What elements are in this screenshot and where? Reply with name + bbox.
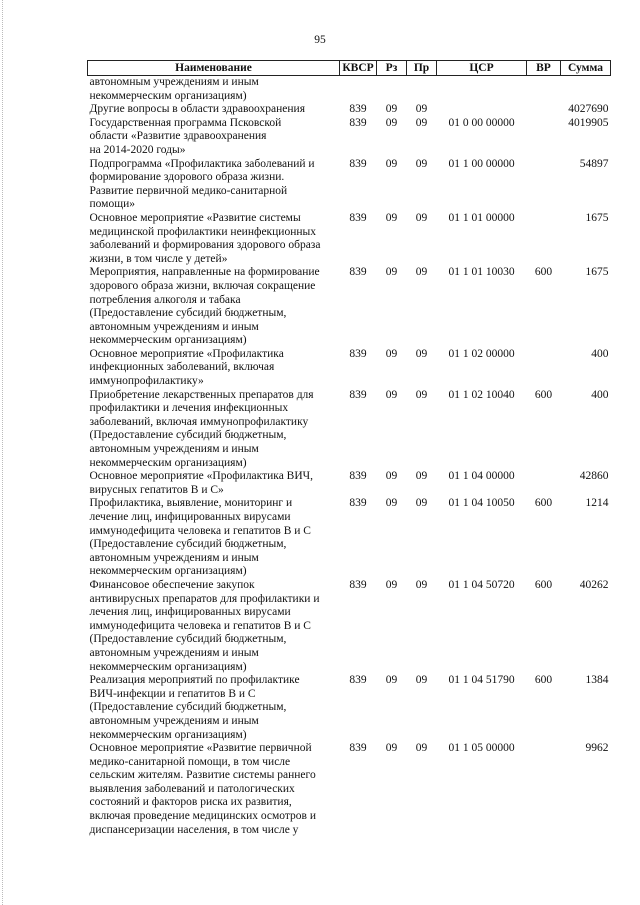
cell-name (88, 497, 340, 579)
cell-name (88, 117, 340, 158)
name-line: Основное мероприятие «Развитие системы (89, 211, 301, 224)
cell-sum: 4027690 (568, 103, 609, 116)
cell-pr: 09 (415, 116, 428, 129)
cell-name (88, 389, 340, 471)
cell-csr: 01 0 00 00000 (448, 116, 515, 129)
cell-sum: 54897 (579, 157, 609, 170)
header-pr: Пр (407, 61, 437, 76)
cell-rz: 09 (385, 470, 398, 483)
name-line: некоммерческим организациям) (89, 660, 247, 673)
cell-csr: 01 1 00 00000 (448, 157, 515, 170)
cell-csr: 01 1 04 00000 (448, 470, 515, 483)
name-line: выявления заболеваний и патологических (89, 782, 295, 795)
cell-kvsr: 839 (349, 388, 367, 401)
page-number: 95 (314, 34, 326, 46)
cell-name (88, 76, 340, 104)
name-line: автономным учреждениям и иным (89, 443, 259, 456)
name-line: диспансеризации населения, в том числе у (89, 823, 299, 836)
cell-name (88, 579, 340, 674)
cell-csr: 01 1 04 50720 (448, 578, 515, 591)
cell-rz: 09 (385, 497, 398, 510)
cell-pr: 09 (415, 497, 428, 510)
cell-sum: 1214 (585, 497, 609, 510)
cell-kvsr: 839 (349, 211, 367, 224)
cell-name (88, 158, 340, 212)
name-line: автономным учреждениям и иным (89, 320, 259, 333)
cell-csr (437, 76, 527, 104)
name-line: Основное мероприятие «Профилактика (89, 347, 284, 360)
name-line: Государственная программа Псковской (89, 116, 282, 129)
cell-sum: 42860 (579, 470, 609, 483)
header-name: Наименование (88, 61, 340, 76)
cell-csr: 01 1 02 00000 (448, 347, 515, 360)
cell-rz: 09 (385, 674, 398, 687)
cell-vr (527, 212, 561, 266)
name-line: Другие вопросы в области здравоохранения (89, 103, 305, 116)
name-line: лечение лиц, инфицированных вирусами (89, 511, 291, 523)
cell-kvsr: 839 (349, 742, 367, 755)
name-line: некоммерческим организациям) (89, 334, 247, 347)
table-row (88, 389, 611, 471)
header-kvsr: КВСР (340, 61, 377, 76)
name-line: формирование здорового образа жизни. (89, 171, 285, 184)
name-line: некоммерческим организациям) (89, 728, 247, 741)
cell-csr: 01 1 01 00000 (448, 211, 515, 224)
name-line: помощи» (89, 198, 135, 211)
name-line: некоммерческим организациям) (89, 565, 247, 578)
cell-vr (527, 348, 561, 389)
cell-sum: 9962 (585, 742, 609, 755)
cell-csr: 01 1 04 51790 (448, 674, 515, 687)
name-line: иммунодефицита человека и гепатитов В и С (89, 524, 311, 537)
cell-vr: 600 (534, 497, 553, 510)
cell-vr (527, 103, 561, 117)
cell-vr (527, 76, 561, 104)
cell-csr: 01 1 04 10050 (448, 497, 515, 510)
name-line: профилактики и лечения инфекционных (89, 402, 289, 415)
name-line: (Предоставление субсидий бюджетным, (89, 538, 287, 551)
cell-csr (437, 103, 527, 117)
cell-vr (527, 470, 561, 497)
name-line: включая проведение медицинских осмотров и (89, 810, 316, 823)
name-line: антивирусных препаратов для профилактики и (89, 592, 320, 605)
cell-kvsr: 839 (349, 674, 367, 687)
cell-vr: 600 (534, 578, 553, 591)
name-line: на 2014-2020 годы» (89, 143, 186, 156)
table-row (88, 158, 611, 212)
cell-rz: 09 (385, 347, 398, 360)
cell-vr: 600 (534, 674, 553, 687)
cell-sum: 1384 (585, 674, 609, 687)
table-row (88, 348, 611, 389)
name-line: состояний и факторов риска их развития, (89, 796, 292, 809)
cell-rz: 09 (385, 266, 398, 279)
name-line: Финансовое обеспечение закупок (89, 578, 255, 591)
cell-name (88, 674, 340, 742)
table-header-row (88, 61, 611, 76)
cell-csr: 01 1 01 10030 (448, 266, 515, 279)
cell-name (88, 742, 340, 837)
cell-kvsr: 839 (349, 266, 367, 279)
name-line: инфекционных заболеваний, включая (89, 361, 275, 374)
cell-kvsr: 839 (349, 470, 367, 483)
cell-pr: 09 (415, 266, 428, 279)
name-line: Развитие первичной медико-санитарной (89, 184, 288, 197)
name-line: некоммерческим организациям) (89, 456, 247, 469)
cell-sum: 400 (591, 347, 609, 360)
name-line: некоммерческим организациям) (89, 89, 247, 102)
table-row (88, 212, 611, 266)
cell-kvsr: 839 (349, 157, 367, 170)
cell-sum: 4019905 (568, 116, 609, 129)
cell-sum: 1675 (585, 266, 609, 279)
name-line: медицинской профилактики неинфекционных (89, 225, 316, 238)
header-sum: Сумма (561, 61, 611, 76)
cell-sum: 400 (591, 388, 609, 401)
header-rz: Рз (377, 61, 407, 76)
table-row (88, 497, 611, 579)
name-line: Профилактика, выявление, мониторинг и (89, 497, 293, 510)
cell-kvsr: 839 (349, 497, 367, 510)
name-line: области «Развитие здравоохранения (89, 130, 267, 143)
name-line: иммунопрофилактику» (89, 375, 204, 388)
table-row (88, 470, 611, 497)
table-row (88, 579, 611, 674)
name-line: Реализация мероприятий по профилактике (89, 674, 300, 687)
cell-pr: 09 (415, 674, 428, 687)
table-row (88, 742, 611, 837)
cell-pr: 09 (415, 347, 428, 360)
cell-rz (377, 76, 407, 104)
table-row (88, 103, 611, 117)
cell-name (88, 470, 340, 497)
name-line: потребления алкоголя и табака (89, 293, 241, 306)
cell-sum (561, 76, 611, 104)
name-line: автономным учреждениям и иным (89, 551, 259, 564)
name-line: Мероприятия, направленные на формирование (89, 266, 320, 279)
cell-sum: 40262 (579, 578, 609, 591)
name-line: автономным учреждениям и иным (89, 714, 259, 727)
name-line: вирусных гепатитов В и С» (89, 483, 224, 496)
cell-kvsr: 839 (349, 578, 367, 591)
header-vr: ВР (527, 61, 561, 76)
cell-name (88, 212, 340, 266)
cell-kvsr: 839 (349, 347, 367, 360)
cell-pr: 09 (415, 388, 428, 401)
table-body (88, 76, 611, 838)
cell-rz: 09 (385, 211, 398, 224)
name-line: (Предоставление субсидий бюджетным, (89, 307, 287, 320)
header-csr: ЦСР (437, 61, 527, 76)
cell-kvsr: 839 (349, 103, 367, 116)
table-row (88, 266, 611, 348)
name-line: медико-санитарной помощи, в том числе (89, 755, 291, 768)
cell-rz: 09 (385, 116, 398, 129)
name-line: сельским жителям. Развитие системы раннего (89, 769, 316, 782)
cell-pr: 09 (415, 103, 428, 116)
table-row (88, 674, 611, 742)
name-line: (Предоставление субсидий бюджетным, (89, 701, 287, 714)
table-row (88, 117, 611, 158)
cell-rz: 09 (385, 157, 398, 170)
name-line: автономным учреждениям и иным (89, 76, 259, 88)
name-line: ВИЧ-инфекции и гепатитов В и С (89, 687, 256, 700)
cell-pr: 09 (415, 470, 428, 483)
name-line: (Предоставление субсидий бюджетным, (89, 429, 287, 442)
cell-name (88, 348, 340, 389)
cell-rz: 09 (385, 388, 398, 401)
cell-sum: 1675 (585, 211, 609, 224)
cell-vr (527, 158, 561, 212)
cell-rz: 09 (385, 742, 398, 755)
cell-pr (407, 76, 437, 104)
budget-table (87, 60, 611, 837)
name-line: жизни, в том числе у детей» (89, 252, 228, 265)
cell-name (88, 103, 340, 117)
cell-vr: 600 (534, 388, 553, 401)
name-line: заболеваний, включая иммунопрофилактику (89, 415, 309, 428)
scan-edge (2, 0, 4, 905)
name-line: Подпрограмма «Профилактика заболеваний и (89, 157, 315, 170)
name-line: здорового образа жизни, включая сокращение (89, 279, 316, 292)
cell-pr: 09 (415, 211, 428, 224)
name-line: Основное мероприятие «Профилактика ВИЧ, (89, 470, 313, 483)
cell-rz: 09 (385, 103, 398, 116)
cell-pr: 09 (415, 578, 428, 591)
cell-pr: 09 (415, 157, 428, 170)
cell-vr: 600 (534, 266, 553, 279)
name-line: лечения лиц, инфицированных вирусами (89, 606, 291, 619)
cell-kvsr: 839 (349, 116, 367, 129)
name-line: заболеваний и формирования здорового образа (89, 239, 321, 252)
cell-csr: 01 1 02 10040 (448, 388, 515, 401)
name-line: (Предоставление субсидий бюджетным, (89, 633, 287, 646)
name-line: автономным учреждениям и иным (89, 646, 259, 659)
cell-kvsr (340, 76, 377, 104)
cell-pr: 09 (415, 742, 428, 755)
cell-rz: 09 (385, 578, 398, 591)
table-row (88, 76, 611, 104)
cell-vr (527, 742, 561, 837)
name-line: Основное мероприятие «Развитие первичной (89, 742, 312, 755)
name-line: иммунодефицита человека и гепатитов В и С (89, 619, 311, 632)
name-line: Приобретение лекарственных препаратов для (89, 388, 314, 401)
cell-vr (527, 117, 561, 158)
cell-name (88, 266, 340, 348)
cell-csr: 01 1 05 00000 (448, 742, 515, 755)
